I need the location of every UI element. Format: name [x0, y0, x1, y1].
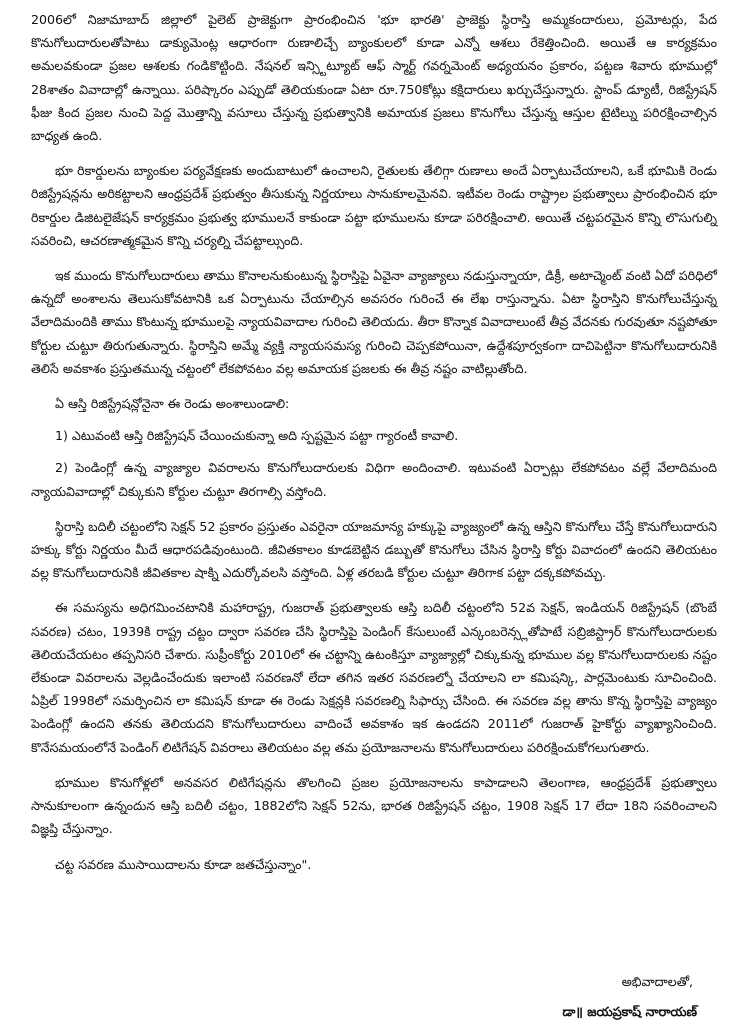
paragraph-4: ఏ ఆస్తి రిజిస్ట్రేషన్లోనైనా ఈ రెండు అంశాలుండాలి:: [55, 396, 290, 412]
list-item-2: 2) పెండింగ్లో ఉన్న వ్యాజ్యాల వివరాలను కొనుగోలుదారులకు విధిగా అందించాలి. ఇటువంటి ఏర్పాట్లు లేకపోవటం వల్లే వేలాదిమంది న్యాయవివాదాల్లో చిక్కుకుని కోర్టుల చుట్టూ తిరగాల్సి వస్తోంది.: [31, 460, 717, 499]
paragraph-5: స్థిరాస్తి బదిలీ చట్టంలోని సెక్షన్ 52 ప్రకారం ప్రస్తుతం ఎవరైనా యాజమాన్య హక్కుపై వ్యాజ్యంలో ఉన్న ఆస్తిని కొనుగోలు చేస్తే కొనుగోలుదారుని హక్కు కోర్టు నిర్ణయం మీదే ఆధారపడివుంటుంది. జీవితకాలం కూడబెట్టిన డబ్బుతో కొనుగోలు చేసిన స్థిరాస్తి కోర్టు వివాదంలో ఉందని తెలియటం వల్ల కొనుగోలుదారునికి జీవితకాల షాక్ని ఎదుర్కోవలసి వస్తోంది. ఏళ్ల తరబడి కోర్టుల చుట్టూ తిరిగాక పట్టా దక్కకపోవచ్చు.: [31, 518, 717, 581]
letter-body: [31, 8, 717, 888]
author-signature: డా॥ జయప్రకాష్ నారాయణ్: [562, 1004, 697, 1019]
paragraph-8: చట్ట సవరణ ముసాయిదాలను కూడా జతచేస్తున్నాం".: [55, 856, 312, 872]
list-item-1: 1) ఎటువంటి ఆస్తి రిజిస్ట్రేషన్ చేయించుకున్నా అది స్పష్టమైన పట్టా గ్యారంటీ కావాలి.: [55, 428, 459, 444]
paragraph-2: భూ రికార్డులను బ్యాంకుల పర్యవేక్షణకు అందుబాటులో ఉంచాలని, రైతులకు తేలిగ్గా రుణాలు అందే ఏర్పాటుచేయాలని, ఒకే భూమికి రెండు రిజిస్ట్రేషన్లను అరికట్టాలని ఆంధ్రప్రదేశ్ ప్రభుత్వం తీసుకున్న నిర్ణయాలు సానుకూలమైనవి. ఇటీవల రెండు రాష్ట్రాల ప్రభుత్వాలు ప్రారంభించిన భూ రికార్డుల డిజిటలైజేషన్ కార్యక్రమం ప్రభుత్వ భూములనే కాకుండా పట్టా భూములను కూడా పరిరక్షించాలి. అయితే చట్టపరమైన కొన్ని లొసుగుల్ని సవరించి, ఆచరణాత్మకమైన కొన్ని చర్యల్ని చేపట్టాల్సుంది.: [31, 163, 717, 248]
paragraph-3: ఇక ముందు కొనుగోలుదారులు తాము కొనాలనుకుంటున్న స్థిరాస్తిపై ఏవైనా వ్యాజ్యాలు నడుస్తున్నాయా, డిక్రీ, అటాచ్మెంట్ వంటి ఏదో పరిధిలో ఉన్నదో అంశాలను తెలుసుకోవటానికి ఒక ఏర్పాటును చేయాల్సిన అవసరం గురించే ఈ లేఖ రాస్తున్నాను. ఏటా స్థిరాస్తిని కొనుగోలుచేస్తున్న వేలాదిమందికి తాము కొంటున్న భూములపై న్యాయవివాదాల గురించి తెలియదు. తీరా కొన్నాక వివాదాలుంటే తీవ్ర వేదనకు గురవుతూ నష్టపోతూ కోర్టుల చుట్టూ తిరుగుతున్నారు. స్థిరాస్తిని అమ్మే వ్యక్తి న్యాయసమస్య గురించి చెప్పకపోయినా, ఉద్దేశపూర్వకంగా దాచిపెట్టినా కొనుగోలుదారునికి తెలిసే అవకాశం ప్రస్తుతమున్న చట్టంలో లేకపోవటం వల్ల అమాయక ప్రజలకు ఈ తీవ్ర నష్టం వాటిల్లుతోంది.: [31, 268, 717, 376]
paragraph-7: భూముల కొనుగోళ్లలో అనవసర లిటిగేషన్లను తొలగించి ప్రజల ప్రయోజనాలను కాపాడాలని తెలంగాణ, ఆంధ్రప్రదేశ్ ప్రభుత్వాలు సానుకూలంగా ఉన్నందున ఆస్తి బదిలీ చట్టం, 1882లోని సెక్షన్ 52ను, భారత రిజిస్ట్రేషన్ చట్టం, 1908 సెక్షన్ 17 లేదా 18ని సవరించాలని విజ్ఞప్తి చేస్తున్నాం.: [31, 774, 717, 837]
paragraph-6: ఈ సమస్యను అధిగమించటానికి మహారాష్ట్ర, గుజరాత్ ప్రభుత్వాలకు ఆస్తి బదిలీ చట్టంలోని 52వ సెక్షన్, ఇండియన్ రిజిస్ట్రేషన్ (బొంబే సవరణ) చటం, 1939కి రాష్ట్ర చట్టం ద్వారా సవరణ చేసి స్థిరాస్తిపై పెండింగ్ కేసులుంటే ఎన్కంబరెన్స్లతోపాటే సబ్రిజిస్ట్రార్ కొనుగోలుదారులకు తెలియచేయటం తప్పనిసరి చేశారు. సుప్రీంకోర్టు 2010లో ఈ చట్టాన్ని ఉటంకిస్తూ వ్యాజ్యాల్లో చిక్కుకున్న భూముల వల్ల కొనుగోలుదారులకు నష్టం లేకుండా వివరాలను వెల్లడించేందుకు ఇలాంటి సవరణనో లేదా తగిన ఇతర సవరణల్నో చేయాలని లా కమిషన్కి, పార్లమెంటుకు సూచించింది. ఏప్రిల్ 1998లో సమర్పించిన లా కమిషన్ కూడా ఈ రెండు సెక్షన్లకి సవరణల్ని సిఫార్సు చేసింది. ఈ సవరణ వల్ల తాను కొన్న స్థిరాస్తిపై వ్యాజ్యం పెండింగ్లో ఉందని తనకు తెలియదని కొనుగోలుదారులు వాదించే అవకాశం ఇక ఉండదని 2011లో గుజరాత్ హైకోర్టు వ్యాఖ్యానించింది. కొనేసమయంలోనే పెండింగ్ లిటిగేషన్ వివరాలు తెలియటం వల్ల తమ ప్రయోజనాలను కొనుగోలుదారులు పరిరక్షించుకోగలుగుతారు.: [31, 600, 717, 755]
closing-salutation: అభివాదాలతో,: [621, 974, 693, 989]
paragraph-1: 2006లో నిజామాబాద్ జిల్లాలో పైలెట్ ప్రాజెక్టుగా ప్రారంభించిన 'భూ భారతి' ప్రాజెక్టు స్థిరాస్తి అమ్మకందారులు, ప్రమోటర్లు, పేద కొనుగోలుదారులతోపాటు డాక్యుమెంట్ల ఆధారంగా రుణాలిచ్చే బ్యాంకులలో కూడా ఎన్నో ఆశలు రేకెత్తించింది. అయితే ఆ కార్యక్రమం అమలవకుండా ప్రజల ఆశలకు గండికొట్టింది. నేషనల్ ఇన్స్టిట్యూట్ ఆఫ్ స్మార్ట్ గవర్నమెంట్ అధ్యయనం ప్రకారం, పట్టణ శివారు భూముల్లో 28శాతం వివాదాల్లో ఉన్నాయి. పరిష్కారం ఎప్పుడో తెలియకుండా ఏటా రూ.750కోట్లు కక్షిదారులు ఖర్చుచేస్తున్నారు. స్టాంప్ డ్యూటీ, రిజిస్ట్రేషన్ ఫీజు కింద ప్రజల నుంచి పెద్ద మొత్తాన్ని వసూలు చేస్తున్న ప్రభుత్వానికి అమాయక ప్రజలు కొనుగోలు చేస్తున్న ఆస్తుల టైటిల్ను పరిరక్షించాల్సిన బాధ్యత ఉంది.: [31, 12, 717, 144]
